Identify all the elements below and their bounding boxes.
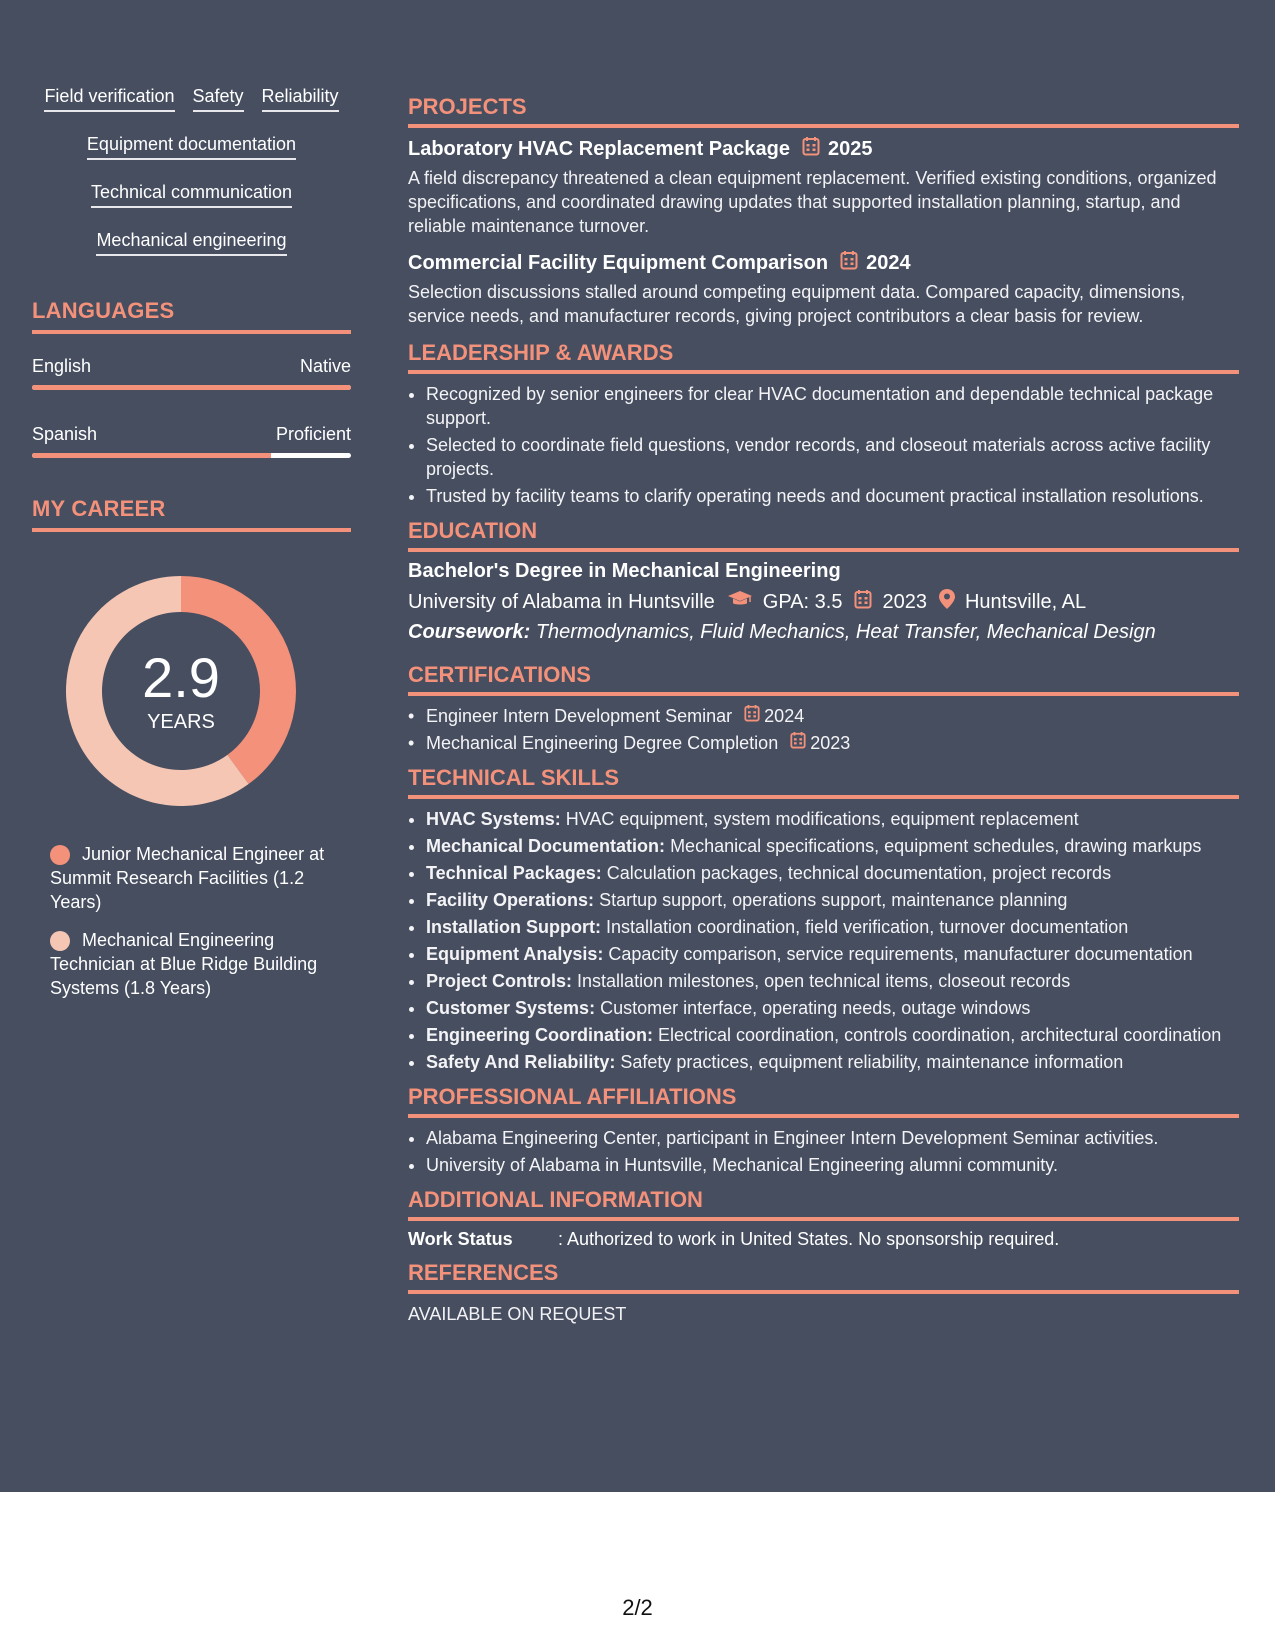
projects-title: PROJECTS — [408, 94, 1239, 128]
language-name: Spanish — [32, 424, 98, 444]
project-year: 2024 — [866, 251, 911, 274]
list-item — [426, 1050, 1239, 1074]
list-item: • University of Alabama in Huntsville, Mechanical Engineering alumni community. — [426, 1153, 1239, 1177]
certifications-section — [408, 662, 1239, 755]
skill-label: Facility Operations: — [426, 890, 595, 910]
leadership-section — [408, 340, 1239, 508]
project-name: Laboratory HVAC Replacement Package — [408, 137, 790, 160]
language-item — [32, 356, 351, 390]
skill-text: Safety practices, equipment reliability, maintenance information — [620, 1052, 1124, 1072]
project-item — [408, 136, 1239, 238]
certification-name: • Engineer Intern Development Seminar — [426, 706, 733, 726]
list-item — [426, 915, 1239, 939]
list-item: • Alabama Engineering Center, participant in Engineer Intern Development Seminar activities. — [426, 1126, 1239, 1150]
work-status-label: Work Status — [408, 1229, 513, 1249]
list-item — [426, 996, 1239, 1020]
project-description: Selection discussions stalled around competing equipment data. Compared capacity, dimensions, service needs, and manufacturer records, giving project contributors a clear basis for review. — [408, 282, 1186, 326]
languages-section — [32, 298, 351, 458]
career-legend-item — [50, 928, 330, 1000]
list-item — [426, 942, 1239, 966]
skill-text: HVAC equipment, system modifications, equipment replacement — [565, 809, 1079, 829]
education-degree: Bachelor's Degree in Mechanical Engineering — [408, 560, 841, 582]
skill-label: Installation Support: — [426, 917, 601, 937]
affiliations-section — [408, 1084, 1239, 1177]
language-level: Native — [299, 356, 351, 376]
language-bar — [32, 385, 351, 390]
list-item — [426, 888, 1239, 912]
leadership-title: LEADERSHIP & AWARDS — [408, 340, 1239, 374]
technical-skills-title: TECHNICAL SKILLS — [408, 765, 1239, 799]
coursework-label: Coursework: — [408, 621, 531, 643]
project-description: A field discrepancy threatened a clean equipment replacement. Verified existing conditions, organized specifications, and coordinated drawing updates that supported installation planning, startup, and reliable maintenance turnover. — [408, 168, 1217, 236]
language-item — [32, 424, 351, 458]
skill-tag: Mechanical engineering — [96, 230, 286, 256]
language-name: English — [32, 356, 92, 376]
location-pin-icon — [939, 589, 955, 615]
technical-skills-section — [408, 765, 1239, 1074]
legend-dot — [50, 931, 70, 951]
list-item — [426, 969, 1239, 993]
page-footer — [0, 1492, 1275, 1650]
list-item — [426, 834, 1239, 858]
skill-text: Startup support, operations support, maintenance planning — [599, 890, 1068, 910]
certifications-title: CERTIFICATIONS — [408, 662, 1239, 696]
affiliations-title: PROFESSIONAL AFFILIATIONS — [408, 1084, 1239, 1118]
skill-label: HVAC Systems: — [426, 809, 561, 829]
skill-tag: Safety — [193, 86, 244, 112]
list-item: • Trusted by facility teams to clarify operating needs and document practical installation resolutions. — [426, 484, 1239, 508]
skill-label: Project Controls: — [426, 971, 573, 991]
skill-text: Installation coordination, field verification, turnover documentation — [606, 917, 1129, 937]
certification-year: 2023 — [810, 733, 851, 753]
career-total-unit: YEARS — [147, 710, 215, 733]
career-total-value: 2.9 — [142, 645, 220, 709]
education-gpa: GPA: 3.5 — [762, 590, 843, 613]
languages-title: LANGUAGES — [32, 298, 351, 334]
skill-text: Mechanical specifications, equipment schedules, drawing markups — [670, 836, 1202, 856]
education-location: Huntsville, AL — [964, 590, 1087, 613]
left-column — [32, 86, 351, 1014]
projects-section — [408, 94, 1239, 328]
skill-text: Calculation packages, technical documentation, project records — [606, 863, 1112, 883]
calendar-icon — [854, 589, 872, 615]
project-name: Commercial Facility Equipment Comparison — [408, 251, 829, 274]
skill-tag: Equipment documentation — [87, 134, 296, 160]
career-legend — [50, 842, 330, 1000]
skill-label: Technical Packages: — [426, 863, 602, 883]
language-bar-fill — [32, 385, 351, 390]
language-bar-fill — [32, 453, 271, 458]
skill-text: Customer interface, operating needs, outage windows — [600, 998, 1031, 1018]
skill-label: Mechanical Documentation: — [426, 836, 666, 856]
career-section — [32, 496, 351, 1000]
calendar-icon — [790, 731, 806, 755]
list-item — [426, 1023, 1239, 1047]
skill-tag: Technical communication — [91, 182, 292, 208]
calendar-icon — [802, 136, 820, 162]
skill-text: Installation milestones, open technical items, closeout records — [577, 971, 1071, 991]
career-legend-label: Junior Mechanical Engineer at Summit Research Facilities (1.2 Years) — [50, 844, 325, 912]
list-item — [426, 704, 1239, 728]
work-status-value: : Authorized to work in United States. No sponsorship required. — [558, 1229, 1060, 1249]
education-coursework — [408, 621, 1239, 644]
right-column — [408, 94, 1239, 1336]
education-title: EDUCATION — [408, 518, 1239, 552]
project-item — [408, 250, 1239, 328]
references-title: REFERENCES — [408, 1260, 1239, 1294]
references-section — [408, 1260, 1239, 1326]
skill-text: Capacity comparison, service requirements, manufacturer documentation — [608, 944, 1193, 964]
skill-label: Equipment Analysis: — [426, 944, 604, 964]
coursework-list: Thermodynamics, Fluid Mechanics, Heat Transfer, Mechanical Design — [535, 621, 1156, 643]
skill-label: Customer Systems: — [426, 998, 596, 1018]
education-section — [408, 518, 1239, 644]
list-item — [426, 731, 1239, 755]
language-level: Proficient — [275, 424, 351, 444]
additional-info-section — [408, 1187, 1239, 1250]
list-item: • Selected to coordinate field questions, vendor records, and closeout materials across active facility projects. — [426, 433, 1239, 481]
skill-tag: Field verification — [44, 86, 174, 112]
skill-label: Engineering Coordination: — [426, 1025, 653, 1045]
career-legend-label: Mechanical Engineering Technician at Blue Ridge Building Systems (1.8 Years) — [50, 930, 318, 998]
calendar-icon — [744, 704, 760, 728]
skill-text: Electrical coordination, controls coordination, architectural coordination — [658, 1025, 1222, 1045]
language-bar — [32, 453, 351, 458]
list-item: • Recognized by senior engineers for clear HVAC documentation and dependable technical package support. — [426, 382, 1239, 430]
list-item — [426, 861, 1239, 885]
certification-year: 2024 — [764, 706, 805, 726]
career-donut-chart — [66, 576, 296, 806]
skill-tags — [32, 86, 351, 256]
project-year: 2025 — [827, 137, 873, 160]
list-item — [426, 807, 1239, 831]
skill-tag: Reliability — [262, 86, 339, 112]
page-number: 2/2 — [622, 1595, 653, 1620]
career-title: MY CAREER — [32, 496, 351, 532]
legend-dot — [50, 845, 70, 865]
graduation-cap-icon — [727, 590, 753, 614]
additional-info-title: ADDITIONAL INFORMATION — [408, 1187, 1239, 1221]
references-text: AVAILABLE ON REQUEST — [408, 1304, 627, 1324]
calendar-icon — [840, 250, 858, 276]
skill-label: Safety And Reliability: — [426, 1052, 616, 1072]
certification-name: • Mechanical Engineering Degree Completion — [426, 733, 779, 753]
education-school: University of Alabama in Huntsville — [408, 590, 715, 613]
education-year: 2023 — [882, 590, 927, 613]
career-legend-item — [50, 842, 330, 914]
